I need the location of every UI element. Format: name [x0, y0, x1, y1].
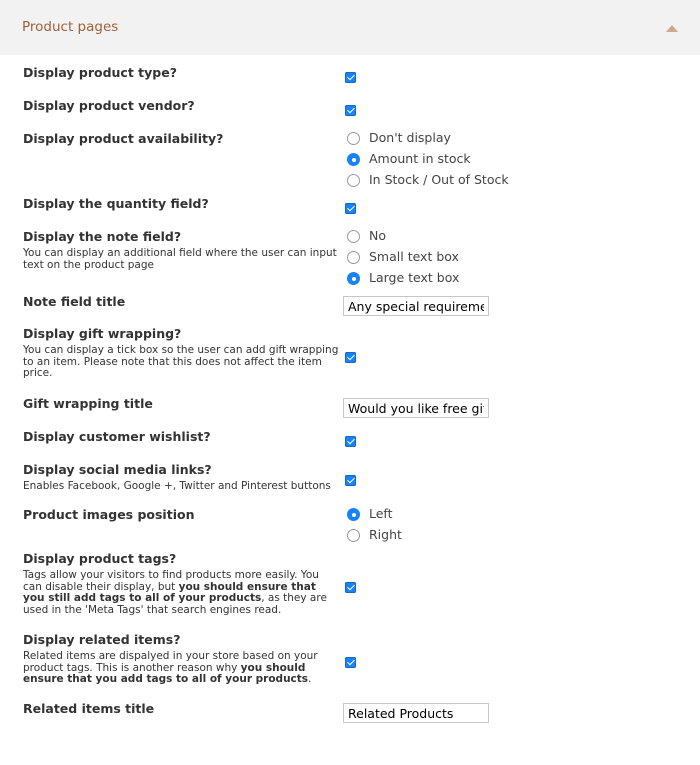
note-field-option-no[interactable]: No	[369, 228, 386, 243]
panel-title: Product pages	[22, 19, 119, 35]
availability-radio-dont-display[interactable]	[347, 132, 360, 145]
note-field-option-large[interactable]: Large text box	[369, 270, 460, 285]
availability-radio-in-out-of-stock[interactable]	[347, 174, 360, 187]
gift-title-input[interactable]	[343, 398, 489, 418]
note-title-input[interactable]	[343, 296, 489, 316]
quantity-field-checkbox[interactable]	[345, 203, 356, 214]
quantity-field-label: Display the quantity field?	[23, 196, 209, 211]
images-position-label: Product images position	[23, 507, 195, 522]
wishlist-label: Display customer wishlist?	[23, 429, 211, 444]
product-tags-help: Tags allow your visitors to find products more easily. You can disable their display, but you should ensure that you still add tags to all of your products, as they are used in the 'Meta Tags' that search engines read.	[23, 569, 327, 616]
related-title-input[interactable]	[343, 703, 489, 723]
images-position-option-right[interactable]: Right	[369, 527, 402, 542]
product-vendor-checkbox[interactable]	[345, 105, 356, 116]
social-links-label: Display social media links?	[23, 462, 212, 477]
images-position-radio-right[interactable]	[347, 529, 360, 542]
availability-option-dont-display[interactable]: Don't display	[369, 130, 451, 145]
product-tags-checkbox[interactable]	[345, 582, 356, 593]
product-tags-label: Display product tags?	[23, 551, 177, 566]
related-items-checkbox[interactable]	[345, 657, 356, 668]
note-title-label: Note field title	[23, 294, 126, 309]
availability-option-amount-in-stock[interactable]: Amount in stock	[369, 151, 471, 166]
gift-wrapping-label: Display gift wrapping?	[23, 326, 182, 341]
triangle-up-icon[interactable]	[666, 25, 678, 32]
wishlist-checkbox[interactable]	[345, 436, 356, 447]
note-field-label: Display the note field?	[23, 229, 182, 244]
social-links-checkbox[interactable]	[345, 475, 356, 486]
gift-wrapping-help: You can display a tick box so the user can add gift wrapping to an item. Please note that this does not affect the item price.	[23, 344, 339, 379]
product-type-label: Display product type?	[23, 65, 177, 80]
social-links-help: Enables Facebook, Google +, Twitter and Pinterest buttons	[23, 480, 331, 492]
gift-title-label: Gift wrapping title	[23, 396, 153, 411]
availability-label: Display product availability?	[23, 131, 224, 146]
note-field-option-small[interactable]: Small text box	[369, 249, 459, 264]
product-vendor-label: Display product vendor?	[23, 98, 195, 113]
gift-wrapping-checkbox[interactable]	[345, 352, 356, 363]
panel-header[interactable]	[0, 0, 700, 55]
related-items-label: Display related items?	[23, 632, 181, 647]
availability-radio-amount-in-stock[interactable]	[347, 153, 360, 166]
availability-option-in-out-of-stock[interactable]: In Stock / Out of Stock	[369, 172, 509, 187]
product-type-checkbox[interactable]	[345, 72, 356, 83]
note-field-radio-small[interactable]	[347, 251, 360, 264]
related-items-help: Related items are dispalyed in your store based on your product tags. This is another reason why you should ensure that you add tags to all of your products.	[23, 650, 318, 685]
note-field-help: You can display an additional field where the user can input text on the product page	[23, 247, 337, 271]
images-position-option-left[interactable]: Left	[369, 506, 393, 521]
note-field-radio-no[interactable]	[347, 230, 360, 243]
images-position-radio-left[interactable]	[347, 508, 360, 521]
note-field-radio-large[interactable]	[347, 272, 360, 285]
related-title-label: Related items title	[23, 701, 155, 716]
